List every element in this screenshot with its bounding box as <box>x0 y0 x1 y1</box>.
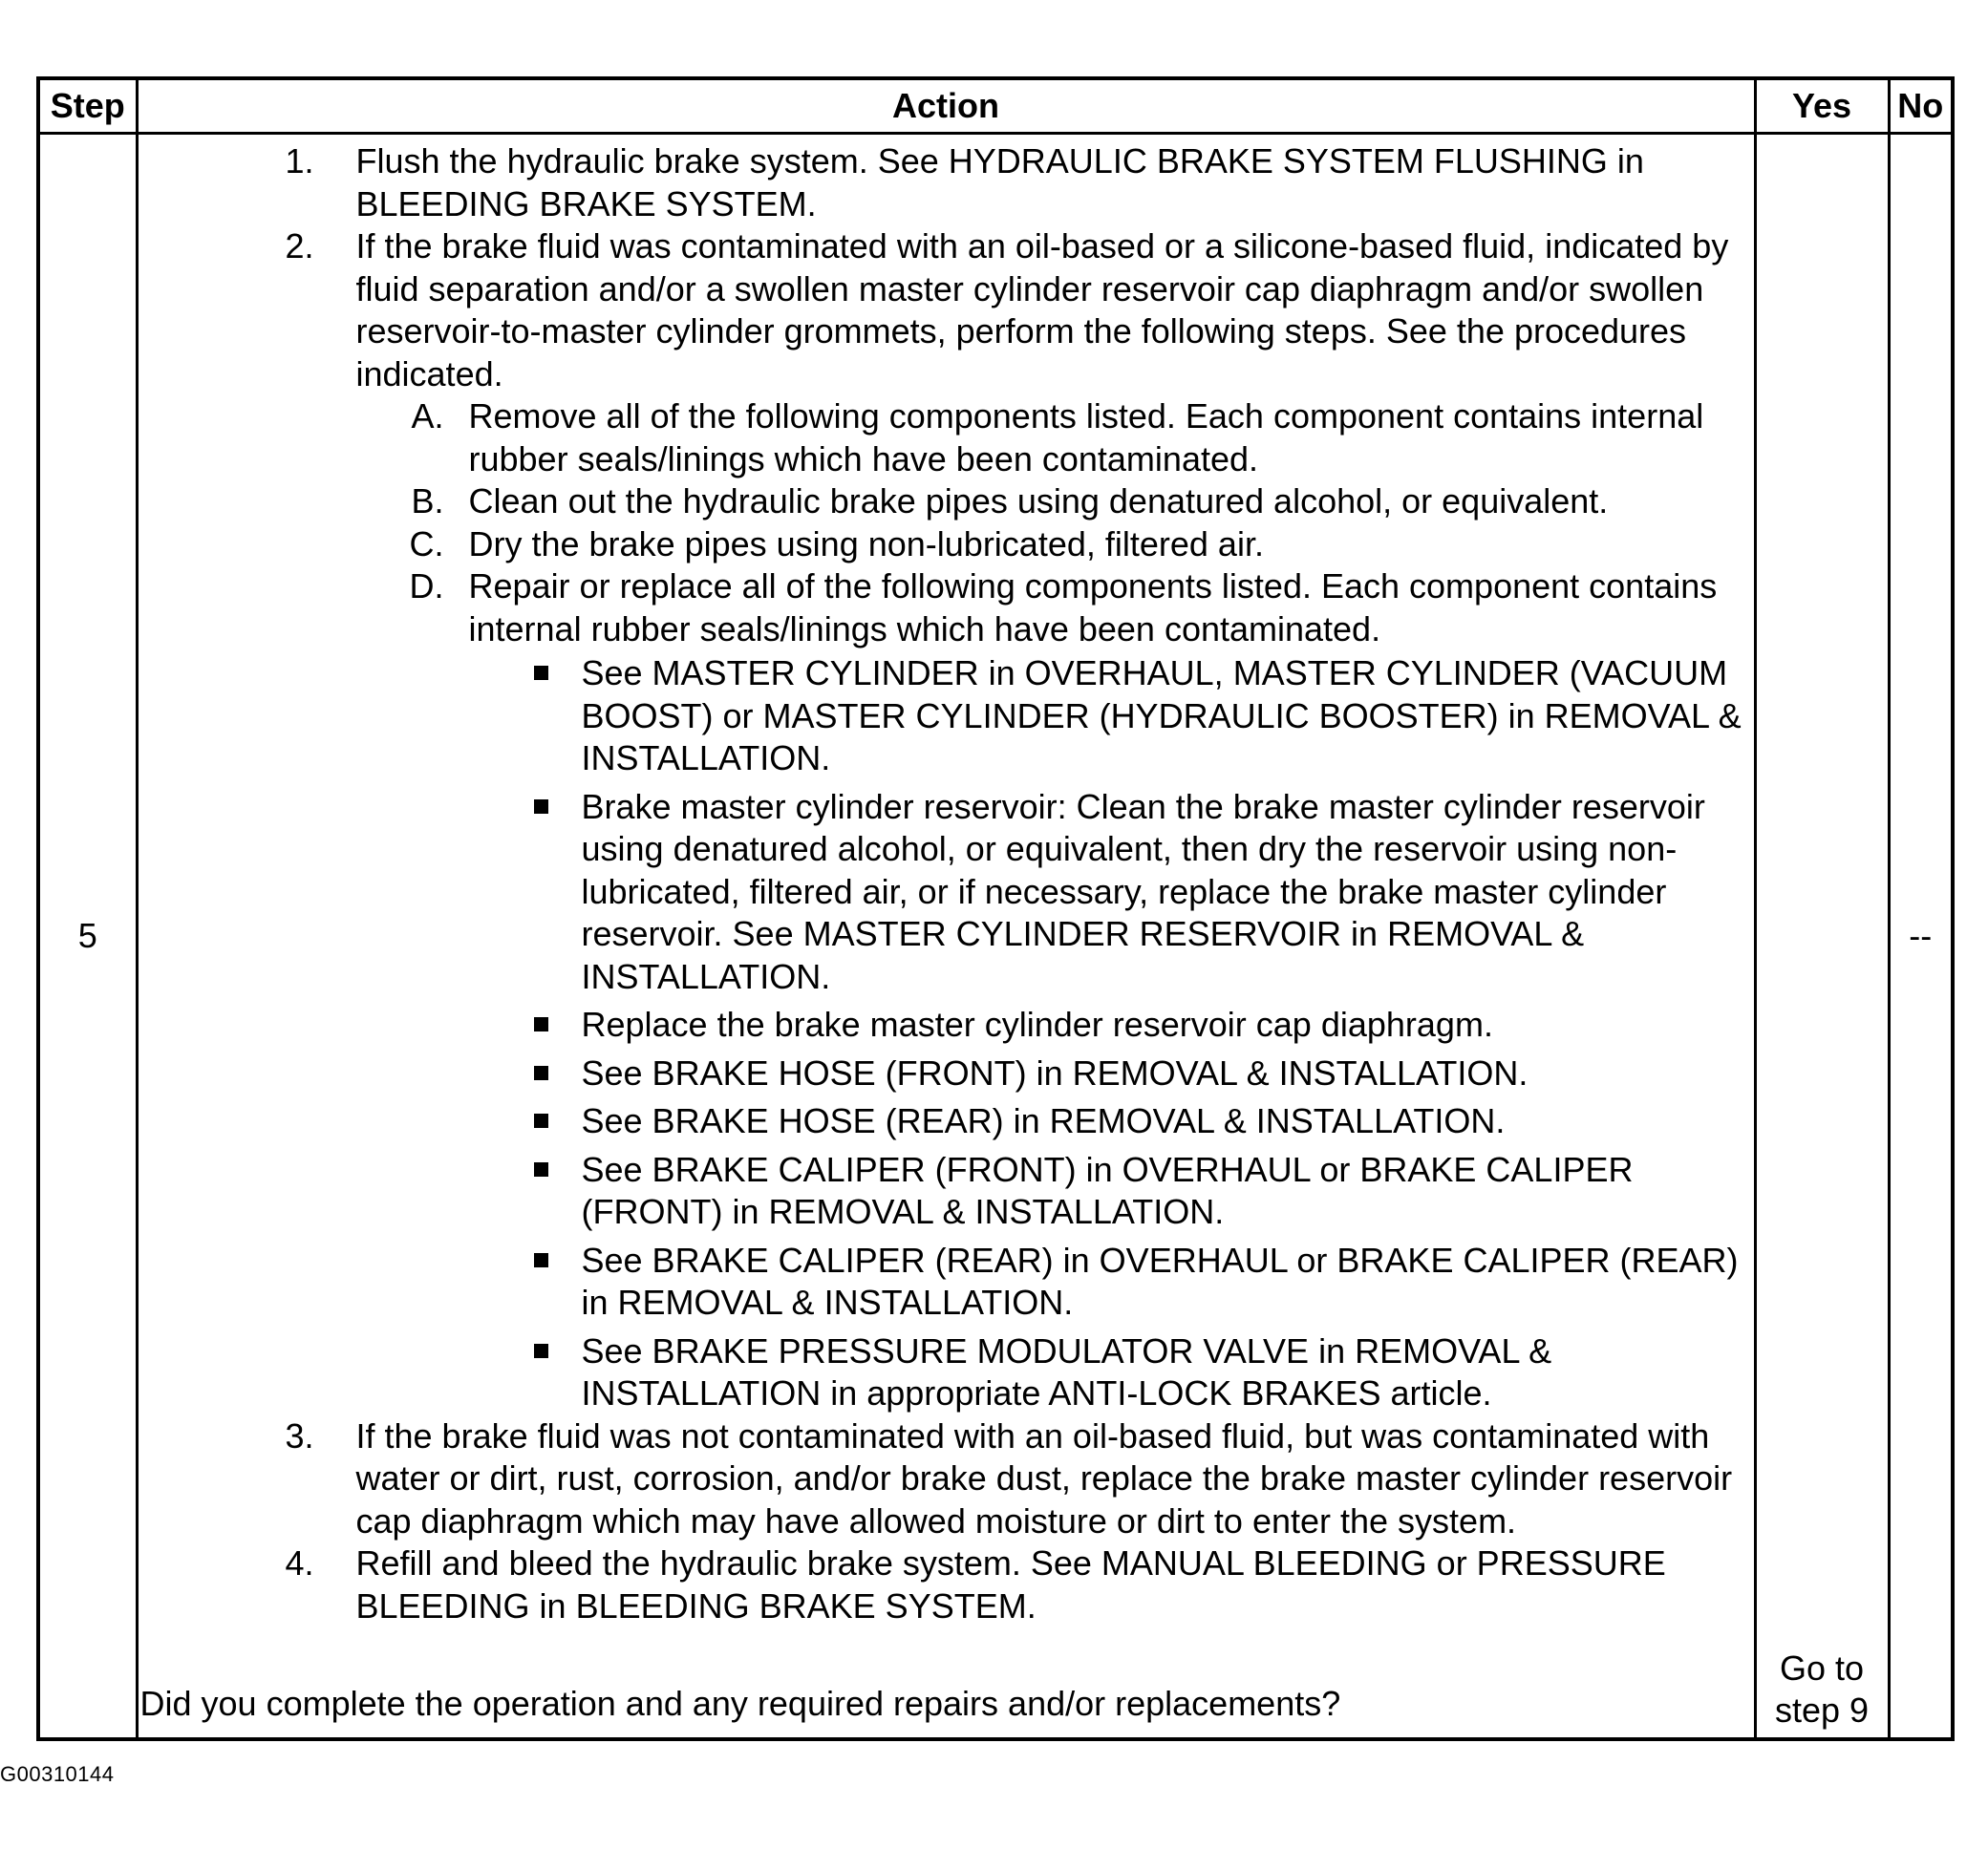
square-bullet-icon <box>534 1017 548 1031</box>
list-item-text: If the brake fluid was contaminated with an oil-based or a silicone-based fluid, indicated by fluid separation and/or a swollen master cylinder reservoir cap diaphragm and/or swollen reservoir-to-master cylinder grommets, perform the following steps. See the procedures indicated. <box>355 226 1729 393</box>
bullet-text: See BRAKE CALIPER (REAR) in OVERHAUL or BRAKE CALIPER (REAR) in REMOVAL & INSTALLATION. <box>581 1240 1739 1322</box>
table-row <box>38 134 1953 1740</box>
step-number: 5 <box>38 134 137 1740</box>
bullet-text: See BRAKE PRESSURE MODULATOR VALVE in REMOVAL & INSTALLATION in appropriate ANTI-LOCK BRAKES article. <box>581 1330 1552 1413</box>
header-yes: Yes <box>1755 78 1889 134</box>
list-item-text: Flush the hydraulic brake system. See HYDRAULIC BRAKE SYSTEM FLUSHING in BLEEDING BRAKE SYSTEM. <box>355 141 1644 223</box>
no-result: -- <box>1889 134 1953 1740</box>
list-item <box>144 225 1742 1415</box>
sub-list-text: Clean out the hydraulic brake pipes using denatured alcohol, or equivalent. <box>468 481 1609 521</box>
yes-result <box>1755 134 1889 1740</box>
list-item-number: 4. <box>285 1543 314 1583</box>
yes-result-line: step 9 <box>1774 1691 1870 1730</box>
bullet-item <box>469 1004 1742 1047</box>
square-bullet-icon <box>534 1162 548 1177</box>
bullet-text: See BRAKE HOSE (FRONT) in REMOVAL & INSTALLATION. <box>581 1053 1528 1093</box>
bullet-item <box>469 652 1742 780</box>
sub-list-item <box>356 395 1742 480</box>
header-action: Action <box>137 78 1755 134</box>
square-bullet-icon <box>534 1253 548 1267</box>
list-item <box>144 1415 1742 1543</box>
sub-list-letter: B. <box>411 481 444 521</box>
completion-question: Did you complete the operation and any required repairs and/or replacements? <box>139 1684 1341 1723</box>
square-bullet-icon <box>534 1066 548 1080</box>
bullet-item <box>469 1330 1742 1415</box>
bullet-text: See BRAKE HOSE (REAR) in REMOVAL & INSTALLATION. <box>581 1101 1506 1140</box>
bullet-item <box>469 1149 1742 1234</box>
sub-list-text: Dry the brake pipes using non-lubricated, filtered air. <box>468 523 1264 564</box>
list-item-text: Refill and bleed the hydraulic brake system. See MANUAL BLEEDING or PRESSURE BLEEDING in BLEEDING BRAKE SYSTEM. <box>355 1543 1666 1626</box>
bullet-text: Brake master cylinder reservoir: Clean the brake master cylinder reservoir using denatured alcohol, or equivalent, then dry the reservoir using non-lubricated, filtered air, or if necessary, replace the brake master cylinder reservoir. See MASTER CYLINDER RESERVOIR in REMOVAL & INSTALLATION. <box>581 786 1705 996</box>
header-step: Step <box>38 78 137 134</box>
list-item-number: 2. <box>285 226 314 266</box>
square-bullet-icon <box>534 666 548 680</box>
bullet-text: See BRAKE CALIPER (FRONT) in OVERHAUL or BRAKE CALIPER (FRONT) in REMOVAL & INSTALLATION. <box>581 1149 1634 1231</box>
bullet-text: See MASTER CYLINDER in OVERHAUL, MASTER CYLINDER (VACUUM BOOST) or MASTER CYLINDER (HYDRAULIC BOOSTER) in REMOVAL & INSTALLATION. <box>581 653 1742 777</box>
sub-list-text: Remove all of the following components listed. Each component contains internal rubber seals/linings which have been contaminated. <box>468 396 1704 478</box>
figure-code: G00310144 <box>0 1762 115 1786</box>
yes-result-line: Go to <box>1779 1648 1865 1688</box>
bullet-item <box>469 1240 1742 1325</box>
sub-steps-list <box>356 395 1742 1415</box>
action-cell <box>137 134 1755 1740</box>
list-item-text: If the brake fluid was not contaminated with an oil-based fluid, but was contaminated with water or dirt, rust, corrosion, and/or brake dust, replace the brake master cylinder reservoir cap diaphragm which may have allowed moisture or dirt to enter the system. <box>355 1415 1733 1541</box>
bullet-text: Replace the brake master cylinder reservoir cap diaphragm. <box>581 1005 1493 1044</box>
sub-list-letter: A. <box>411 396 444 436</box>
square-bullet-icon <box>534 799 548 814</box>
header-row <box>38 78 1953 134</box>
square-bullet-icon <box>534 1344 548 1358</box>
sub-list-item <box>356 523 1742 566</box>
list-item-number: 1. <box>285 141 314 181</box>
sub-list-item <box>356 565 1742 1415</box>
square-bullet-icon <box>534 1114 548 1128</box>
sub-list-letter: C. <box>409 523 444 564</box>
list-item <box>144 1542 1742 1627</box>
header-no: No <box>1889 78 1953 134</box>
bullet-item <box>469 1100 1742 1143</box>
action-steps-list <box>144 140 1742 1627</box>
sub-list-letter: D. <box>409 566 444 606</box>
bullet-item <box>469 786 1742 999</box>
sub-list-item <box>356 480 1742 523</box>
diagnostic-table <box>36 76 1955 1741</box>
component-bullet-list <box>469 652 1742 1415</box>
sub-list-text: Repair or replace all of the following components listed. Each component contains internal rubber seals/linings which have been contaminated. <box>468 566 1718 649</box>
list-item-number: 3. <box>285 1415 314 1456</box>
list-item <box>144 140 1742 225</box>
bullet-item <box>469 1053 1742 1095</box>
